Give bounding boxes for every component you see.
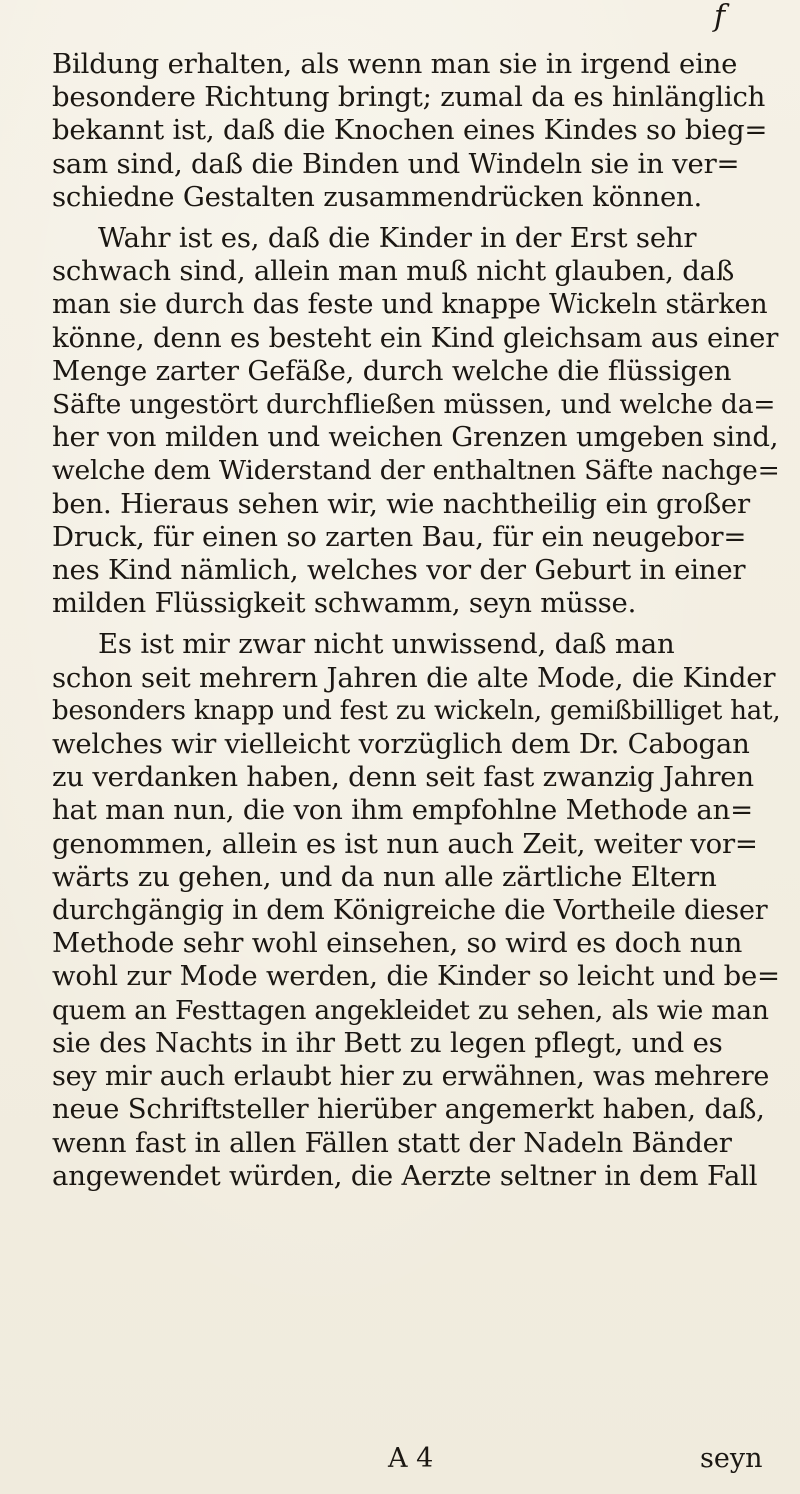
text-line: Druck, für einen so zarten Bau, für ein neugebor= (52, 520, 747, 553)
text-line: Menge zarter Gefäße, durch welche die flüssigen (52, 354, 732, 387)
text-line: neue Schriftsteller hierüber angemerkt haben, daß, (52, 1093, 765, 1126)
page-footer (0, 1443, 800, 1483)
text-line: milden Flüssigkeit schwamm, seyn müsse. (52, 587, 637, 620)
text-line: schiedne Gestalten zusammendrücken können. (52, 180, 703, 213)
paragraph-gap (52, 620, 780, 628)
text-line: welches wir vielleicht vorzüglich dem Dr. Cabogan (52, 728, 750, 761)
text-line: genommen, allein es ist nun auch Zeit, weiter vor= (52, 827, 758, 860)
text-line: könne, denn es besteht ein Kind gleichsam aus einer (52, 321, 779, 354)
paragraph-3 (52, 628, 780, 1192)
text-line: hat man nun, die von ihm empfohlne Methode an= (52, 794, 753, 827)
text-line: quem an Festtagen angekleidet zu sehen, als wie man (52, 994, 769, 1026)
text-line: wärts zu gehen, und da nun alle zärtliche Eltern (52, 860, 717, 893)
text-line: nes Kind nämlich, welches vor der Geburt in einer (52, 554, 746, 587)
text-line: besonders knapp und fest zu wickeln, gemißbilliget hat, (52, 695, 781, 726)
text-line: her von milden und weichen Grenzen umgeben sind, (52, 421, 779, 454)
paragraph-gap (52, 214, 780, 222)
catchword: seyn (700, 1443, 763, 1474)
signature-mark: A 4 (388, 1443, 434, 1474)
text-line: ben. Hieraus sehen wir, wie nachtheilig ein großer (52, 487, 750, 520)
text-body (52, 48, 780, 1193)
text-line: angewendet würden, die Aerzte seltner in dem Fall (52, 1159, 758, 1192)
corner-mark: f (714, 0, 726, 34)
text-line: welche dem Widerstand der enthaltnen Säfte nachge= (52, 455, 780, 487)
paragraph-2 (52, 222, 780, 620)
text-line: durchgängig in dem Königreiche die Vortheile dieser (52, 895, 768, 927)
text-line: Methode sehr wohl einsehen, so wird es doch nun (52, 927, 743, 960)
text-line: Wahr ist es, daß die Kinder in der Erst sehr (98, 222, 697, 255)
text-line: schwach sind, allein man muß nicht glauben, daß (52, 255, 735, 288)
text-line: wenn fast in allen Fällen statt der Nadeln Bänder (52, 1126, 732, 1159)
text-line: besondere Richtung bringt; zumal da es hinlänglich (52, 81, 766, 114)
text-line: schon seit mehrern Jahren die alte Mode, die Kinder (52, 661, 776, 694)
text-line: Es ist mir zwar nicht unwissend, daß man (98, 628, 675, 661)
paragraph-1 (52, 48, 780, 214)
text-line: bekannt ist, daß die Knochen eines Kindes so bieg= (52, 114, 768, 147)
text-line: Bildung erhalten, als wenn man sie in irgend eine (52, 48, 738, 80)
text-line: sie des Nachts in ihr Bett zu legen pflegt, und es (52, 1026, 723, 1059)
text-line: sam sind, daß die Binden und Windeln sie in ver= (52, 147, 740, 180)
text-line: Säfte ungestört durchfließen müssen, und welche da= (52, 389, 776, 421)
text-line: wohl zur Mode werden, die Kinder so leicht und be= (52, 960, 780, 993)
text-line: sey mir auch erlaubt hier zu erwähnen, was mehrere (52, 1061, 770, 1093)
text-line: zu verdanken haben, denn seit fast zwanzig Jahren (52, 761, 754, 794)
text-line: man sie durch das feste und knappe Wickeln stärken (52, 289, 768, 321)
